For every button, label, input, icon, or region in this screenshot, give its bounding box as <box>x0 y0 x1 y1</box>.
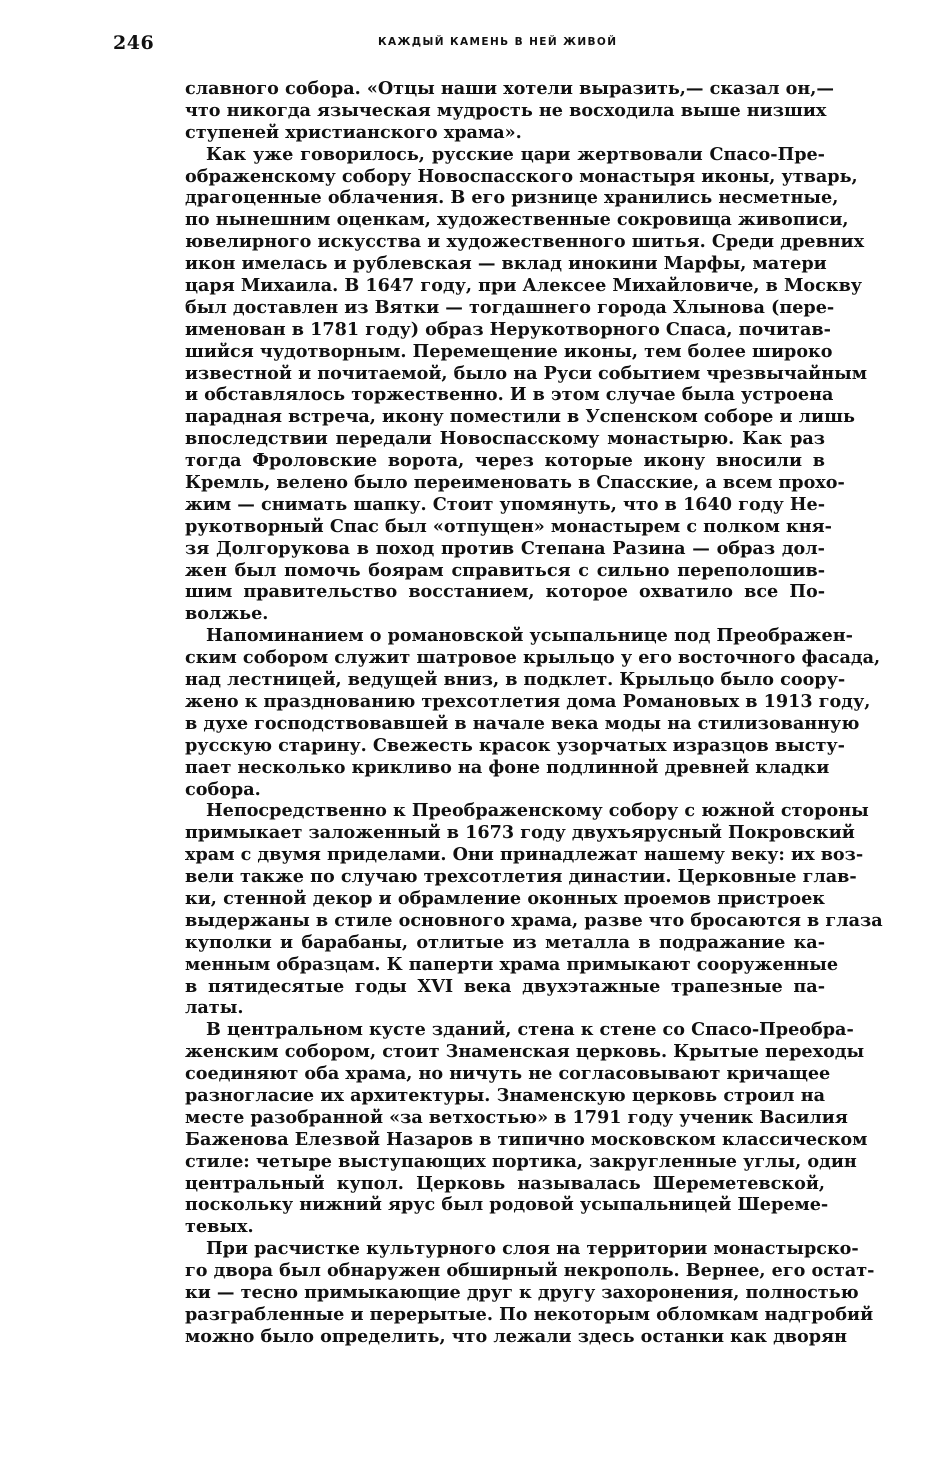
text-line: стиле: четыре выступающих портика, закругленные углы, один <box>185 1150 857 1172</box>
text-line: Непосредственно к Преображенскому собору с южной стороны <box>206 800 869 822</box>
text-line: месте разобранной «за ветхостью» в 1791 году ученик Василия <box>185 1106 848 1128</box>
text-line: и обставлялось торжественно. И в этом случае была устроена <box>185 384 834 406</box>
text-line: именован в 1781 году) образ Нерукотворного Спаса, почитав- <box>185 318 831 340</box>
text-line: храм с двумя приделами. Они принадлежат нашему веку: их воз- <box>185 844 864 866</box>
text-line: собора. <box>185 778 261 800</box>
text-line: разногласие их архитектуры. Знаменскую церковь строил на <box>185 1084 825 1106</box>
text-line: Как уже говорилось, русские цари жертвовали Спасо-Пре- <box>206 143 825 165</box>
text-line: по нынешним оценкам, художественные сокровища живописи, <box>185 209 849 231</box>
text-line: жим — снимать шапку. Стоит упомянуть, что в 1640 году Не- <box>185 493 825 515</box>
text-line: центральный купол. Церковь называлась Шереметевской, <box>185 1172 825 1194</box>
text-line: жено к празднованию трехсотлетия дома Романовых в 1913 году, <box>185 690 871 712</box>
text-line: ки — тесно примыкающие друг к другу захоронения, полностью <box>185 1281 859 1303</box>
text-line: славного собора. «Отцы наши хотели выразить,— сказал он,— <box>185 78 834 99</box>
text-line: пает несколько крикливо на фоне подлинной древней кладки <box>185 756 830 778</box>
text-line: впоследствии передали Новоспасскому монастырю. Как раз <box>185 428 825 450</box>
text-line: был доставлен из Вятки — тогдашнего города Хлынова (пере- <box>185 296 835 318</box>
text-line: тогда Фроловские ворота, через которые икону вносили в <box>185 450 825 472</box>
text-line: го двора был обнаружен обширный некрополь. Вернее, его остат- <box>185 1260 875 1282</box>
text-line: над лестницей, ведущей вниз, в подклет. Крыльцо было соору- <box>185 669 846 691</box>
text-line: латы. <box>185 997 244 1019</box>
text-line: выдержаны в стиле основного храма, разве что бросаются в глаза <box>185 909 883 931</box>
text-line: менным образцам. К паперти храма примыкают сооруженные <box>185 953 839 975</box>
text-line: Кремль, велено было переименовать в Спасские, а всем прохо- <box>185 472 845 494</box>
text-line: парадная встреча, икону поместили в Успенском соборе и лишь <box>185 406 855 428</box>
text-line: разграбленные и перерытые. По некоторым обломкам надгробий <box>185 1303 874 1325</box>
text-line: шим правительство восстанием, которое охватило все По- <box>185 581 825 603</box>
text-line: икон имелась и рублевская — вклад инокини Марфы, матери <box>185 253 827 275</box>
text-line: В центральном кусте зданий, стена к стене со Спасо-Преобра- <box>206 1019 854 1041</box>
text-line: в духе господствовавшей в начале века моды на стилизованную <box>185 712 860 734</box>
text-line: можно было определить, что лежали здесь останки как дворян <box>185 1325 847 1347</box>
text-line: ображенскому собору Новоспасского монастыря иконы, утварь, <box>185 165 858 187</box>
text-line: примыкает заложенный в 1673 году двухъярусный Покровский <box>185 822 855 844</box>
text-line: тевых. <box>185 1216 254 1238</box>
text-line: драгоценные облачения. В его ризнице хранились несметные, <box>185 187 839 209</box>
text-line: в пятидесятые годы XVI века двухэтажные трапезные па- <box>185 975 825 997</box>
text-line: известной и почитаемой, было на Руси событием чрезвычайным <box>185 362 867 384</box>
text-line: Баженова Елезвой Назаров в типично московском классическом <box>185 1128 868 1150</box>
running-head: КАЖДЫЙ КАМЕНЬ В НЕЙ ЖИВОЙ <box>378 36 618 48</box>
text-line: волжье. <box>185 603 269 625</box>
text-line: рукотворный Спас был «отпущен» монастырем с полком кня- <box>185 515 832 537</box>
text-line: что никогда языческая мудрость не восходила выше низших <box>185 99 827 121</box>
text-line: ювелирного искусства и художественного шитья. Среди древних <box>185 231 865 253</box>
text-line: вели также по случаю трехсотлетия династии. Церковные глав- <box>185 866 857 888</box>
text-line: куполки и барабаны, отлитые из металла в подражание ка- <box>185 931 825 953</box>
text-line: При расчистке культурного слоя на территории монастырско- <box>206 1238 859 1260</box>
text-line: соединяют оба храма, но ничуть не согласовывают кричащее <box>185 1063 831 1085</box>
text-line: ским собором служит шатровое крыльцо у его восточного фасада, <box>185 647 881 669</box>
text-line: поскольку нижний ярус был родовой усыпальницей Шереме- <box>185 1194 829 1216</box>
text-line: ки, стенной декор и обрамление оконных проемов пристроек <box>185 887 825 909</box>
text-line: зя Долгорукова в поход против Степана Разина — образ дол- <box>185 537 825 559</box>
page-number: 246 <box>113 32 155 54</box>
text-line: жен был помочь боярам справиться с сильно переполошив- <box>185 559 825 581</box>
text-line: русскую старину. Свежесть красок узорчатых изразцов высту- <box>185 734 845 756</box>
text-line: ступеней христианского храма». <box>185 121 522 143</box>
text-line: Напоминанием о романовской усыпальнице под Преображен- <box>206 625 853 647</box>
text-line: шийся чудотворным. Перемещение иконы, тем более широко <box>185 340 833 362</box>
text-line: женским собором, стоит Знаменская церковь. Крытые переходы <box>185 1041 865 1063</box>
text-line: царя Михаила. В 1647 году, при Алексее Михайловиче, в Москву <box>185 275 863 297</box>
body-text <box>185 78 883 1348</box>
